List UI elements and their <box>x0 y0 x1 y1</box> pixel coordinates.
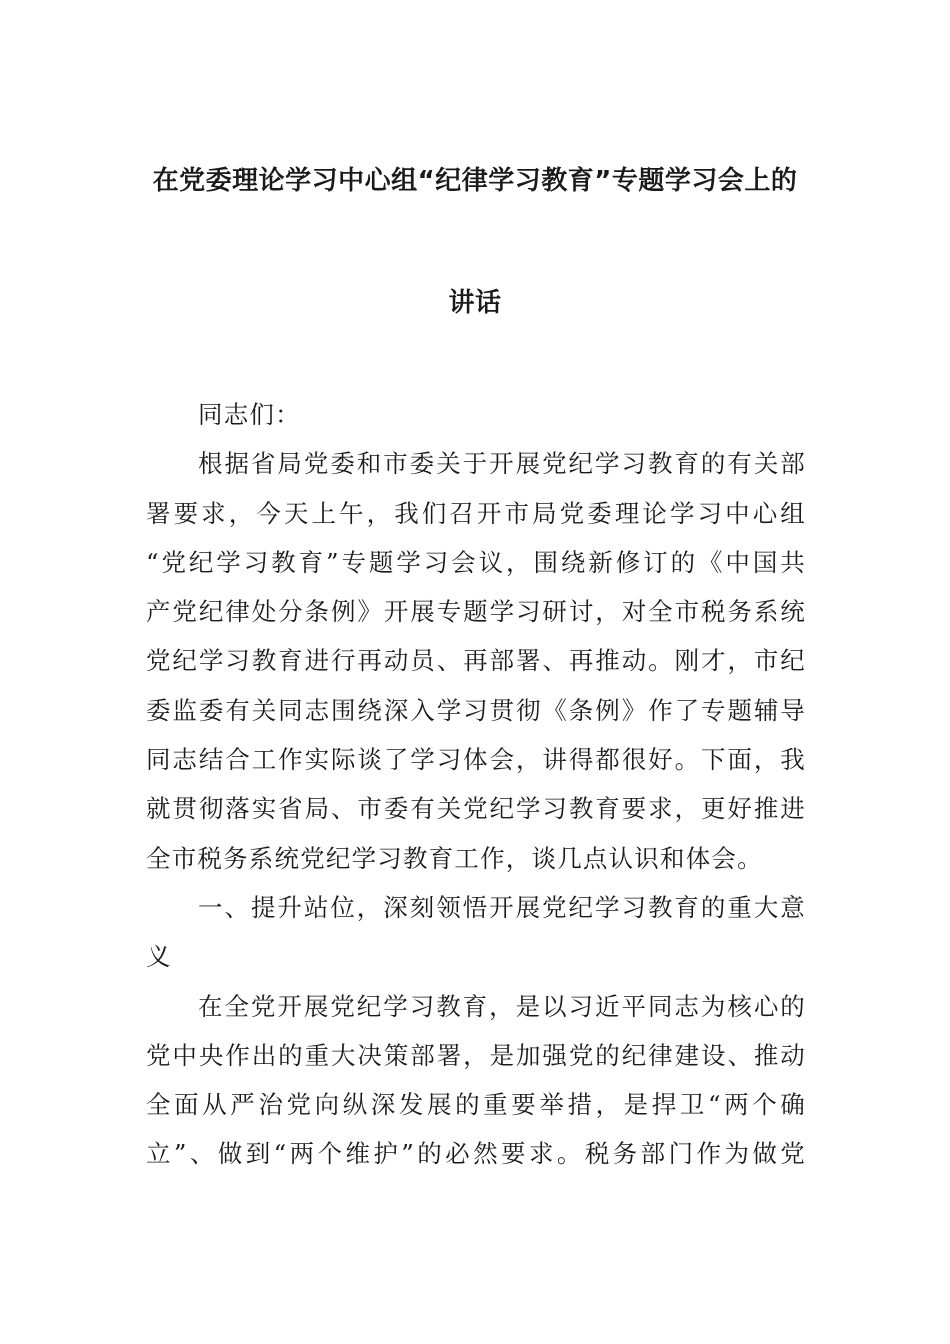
paragraph-line: 就贯彻落实省局、市委有关党纪学习教育要求，更好推进 <box>146 794 806 824</box>
paragraph-line: 党纪学习教育进行再动员、再部署、再推动。刚才，市纪 <box>146 646 806 676</box>
salutation: 同志们： <box>198 400 301 429</box>
paragraph-line: “党纪学习教育”专题学习会议，围绕新修订的《中国共 <box>146 547 806 577</box>
section-heading-line: 一、提升站位，深刻领悟开展党纪学习教育的重大意 <box>198 892 806 922</box>
paragraph-line: 产党纪律处分条例》开展专题学习研讨，对全市税务系统 <box>146 597 806 627</box>
paragraph-line: 党中央作出的重大决策部署，是加强党的纪律建设、推动 <box>146 1040 806 1070</box>
document-title-line-2: 讲话 <box>448 288 502 318</box>
section-heading-line: 义 <box>146 942 172 972</box>
document-body <box>146 390 806 1179</box>
paragraph-line: 委监委有关同志围绕深入学习贯彻《条例》作了专题辅导 <box>146 695 806 725</box>
paragraph-line: 全市税务系统党纪学习教育工作，谈几点认识和体会。 <box>146 843 763 873</box>
paragraph-line: 署要求，今天上午，我们召开市局党委理论学习中心组 <box>146 498 806 528</box>
paragraph-line: 在全党开展党纪学习教育，是以习近平同志为核心的 <box>198 991 806 1021</box>
document-title-line-1: 在党委理论学习中心组“纪律学习教育”专题学习会上的 <box>152 166 798 196</box>
paragraph-line: 同志结合工作实际谈了学习体会，讲得都很好。下面，我 <box>146 745 806 775</box>
paragraph-line: 根据省局党委和市委关于开展党纪学习教育的有关部 <box>198 449 806 479</box>
paragraph-line: 全面从严治党向纵深发展的重要举措，是捍卫“两个确 <box>146 1090 806 1120</box>
paragraph-line: 立”、做到“两个维护”的必然要求。税务部门作为做党 <box>146 1139 806 1169</box>
